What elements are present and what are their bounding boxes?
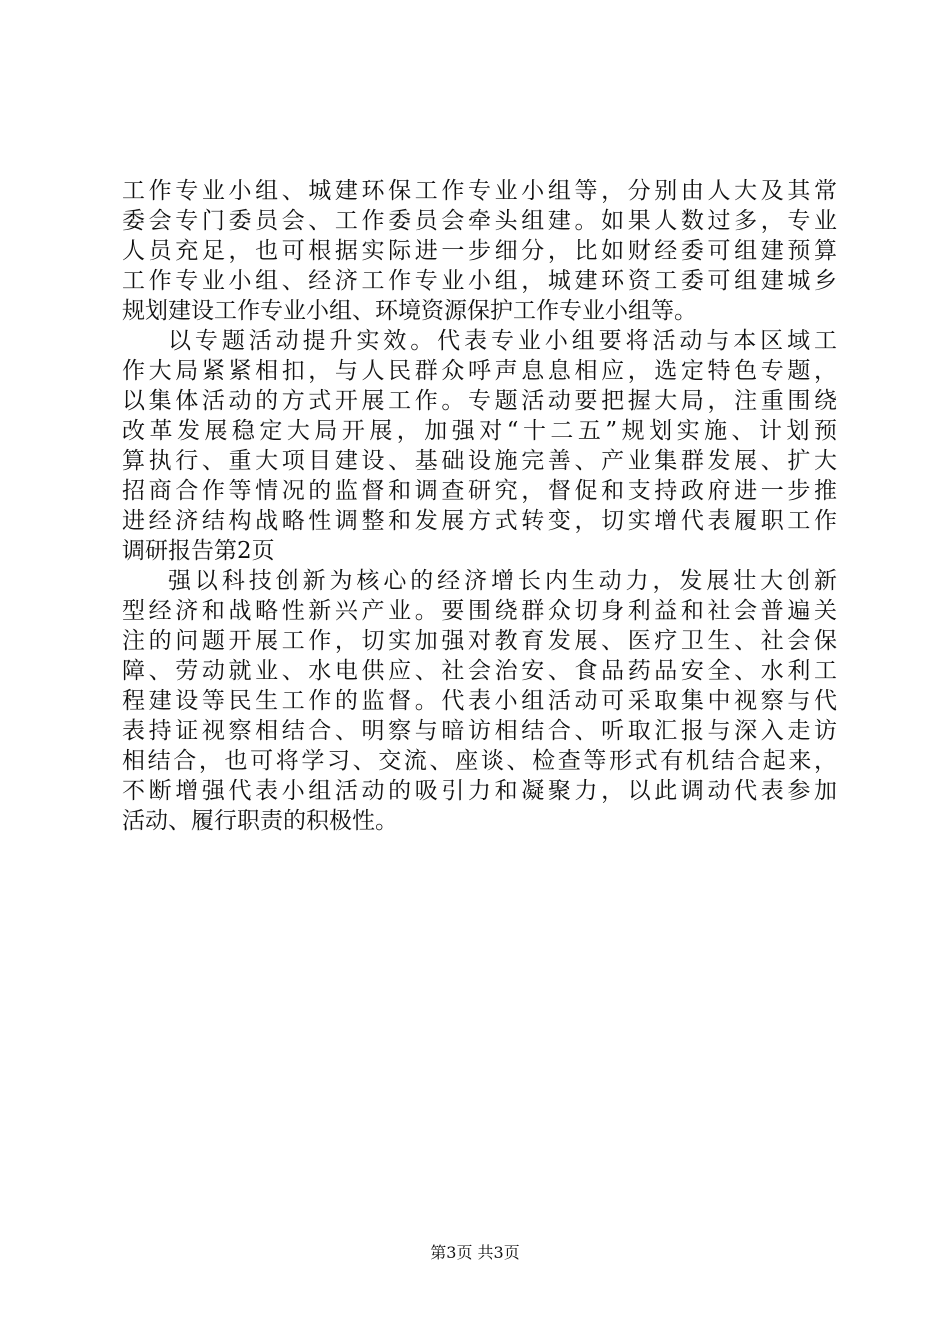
text-line: 障、劳动就业、水电供应、社会治安、食品药品安全、水利工 — [122, 658, 837, 684]
paragraph-2 — [122, 326, 837, 566]
text-line: 改革发展稳定大局开展，加强对“十二五”规划实施、计划预 — [122, 418, 837, 444]
text-line: 工作专业小组、城建环保工作专业小组等，分别由人大及其常 — [122, 178, 837, 204]
text-line: 注的问题开展工作，切实加强对教育发展、医疗卫生、社会保 — [122, 628, 837, 654]
text-line: 人员充足，也可根据实际进一步细分，比如财经委可组建预算 — [122, 238, 837, 264]
text-line: 规划建设工作专业小组、环境资源保护工作专业小组等。 — [122, 298, 697, 324]
text-line: 以专题活动提升实效。代表专业小组要将活动与本区域工 — [168, 328, 837, 354]
text-line: 调研报告第2页 — [122, 538, 275, 564]
text-line: 相结合，也可将学习、交流、座谈、检查等形式有机结合起来， — [122, 748, 837, 774]
text-line: 程建设等民生工作的监督。代表小组活动可采取集中视察与代 — [122, 688, 837, 714]
text-line: 不断增强代表小组活动的吸引力和凝聚力，以此调动代表参加 — [122, 778, 837, 804]
text-line: 以集体活动的方式开展工作。专题活动要把握大局，注重围绕 — [122, 388, 837, 414]
text-line: 表持证视察相结合、明察与暗访相结合、听取汇报与深入走访 — [122, 718, 837, 744]
text-line: 强以科技创新为核心的经济增长内生动力，发展壮大创新 — [168, 568, 837, 594]
text-line: 委会专门委员会、工作委员会牵头组建。如果人数过多，专业 — [122, 208, 837, 234]
text-line: 型经济和战略性新兴产业。要围绕群众切身利益和社会普遍关 — [122, 598, 837, 624]
text-line: 作大局紧紧相扣，与人民群众呼声息息相应，选定特色专题， — [122, 358, 837, 384]
paragraph-1 — [122, 176, 837, 326]
text-line: 活动、履行职责的积极性。 — [122, 808, 398, 834]
page-number-footer: 第3页 共3页 — [430, 1243, 520, 1262]
text-line: 进经济结构战略性调整和发展方式转变，切实增代表履职工作 — [122, 508, 837, 534]
document-body — [122, 176, 837, 836]
text-line: 算执行、重大项目建设、基础设施完善、产业集群发展、扩大 — [122, 448, 837, 474]
text-line: 招商合作等情况的监督和调查研究，督促和支持政府进一步推 — [122, 478, 837, 504]
text-line: 工作专业小组、经济工作专业小组，城建环资工委可组建城乡 — [122, 268, 837, 294]
paragraph-3 — [122, 566, 837, 836]
